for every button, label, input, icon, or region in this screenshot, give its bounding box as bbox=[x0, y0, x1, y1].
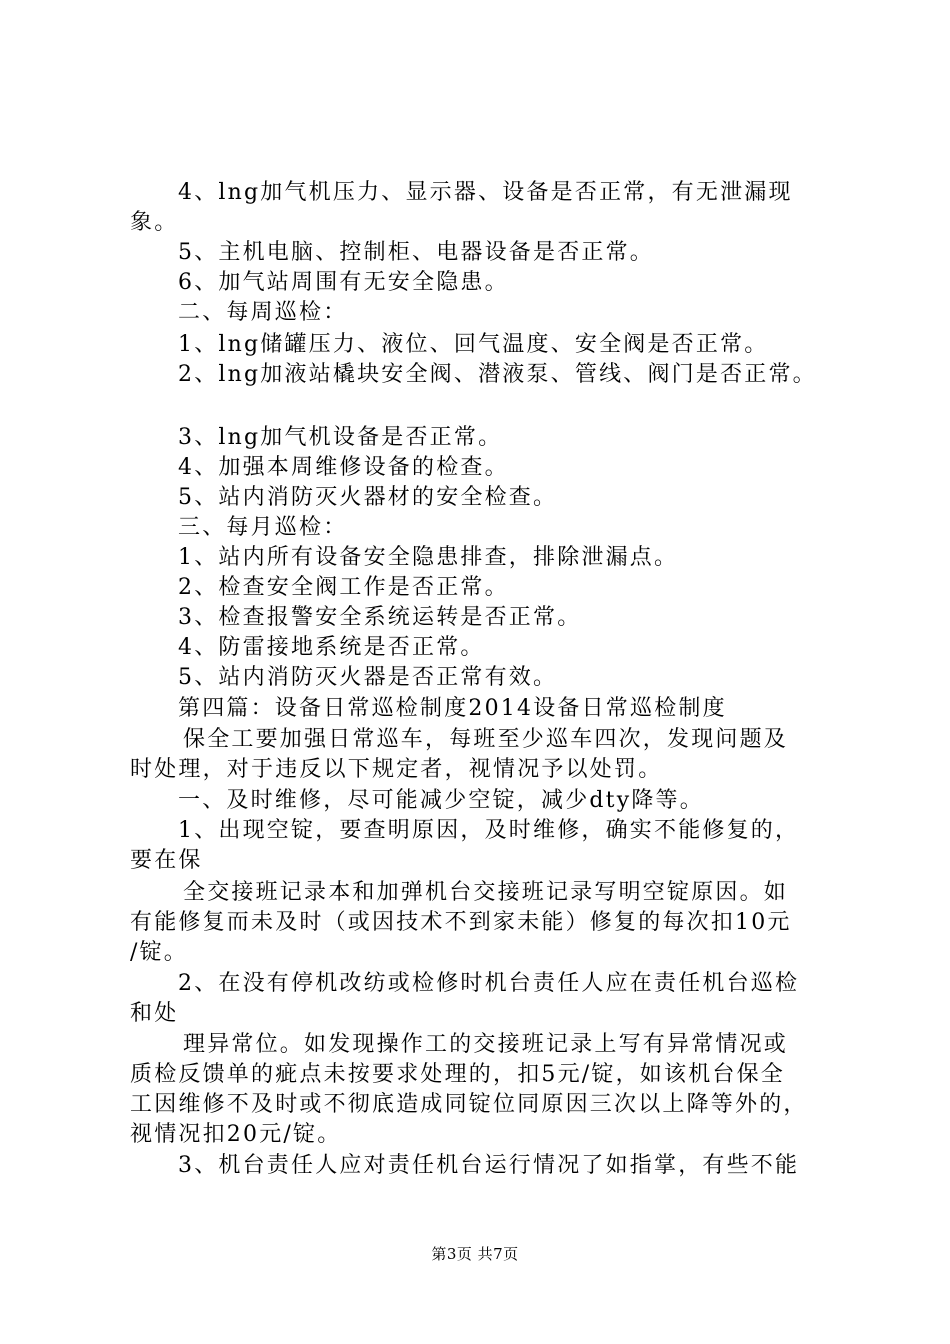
chapter-title: 第四篇：设备日常巡检制度2014设备日常巡检制度 bbox=[178, 696, 727, 721]
text-line: 2、检查安全阀工作是否正常。 bbox=[178, 575, 509, 600]
text-line: 1、出现空锭，要查明原因，及时维修，确实不能修复的， bbox=[178, 818, 800, 843]
text-line: 5、站内消防灭火器材的安全检查。 bbox=[178, 485, 558, 510]
text-line: 全交接班记录本和加弹机台交接班记录写明空锭原因。如 bbox=[183, 880, 789, 905]
section-heading: 三、每月巡检： bbox=[178, 515, 348, 540]
text-line: 要在保 bbox=[130, 848, 203, 873]
text-line: 3、lng加气机设备是否正常。 bbox=[178, 425, 503, 450]
text-line: 质检反馈单的疵点未按要求处理的，扣5元/锭，如该机台保全 bbox=[130, 1062, 786, 1087]
text-line: 有能修复而未及时（或因技术不到家未能）修复的每次扣10元 bbox=[130, 910, 792, 935]
text-line: 4、加强本周维修设备的检查。 bbox=[178, 455, 509, 480]
text-line: 2、在没有停机改纺或检修时机台责任人应在责任机台巡检 bbox=[178, 971, 800, 996]
text-line: 1、站内所有设备安全隐患排查，排除泄漏点。 bbox=[178, 545, 679, 570]
text-line: 视情况扣20元/锭。 bbox=[130, 1122, 342, 1147]
text-line: 4、lng加气机压力、显示器、设备是否正常，有无泄漏现 bbox=[178, 180, 793, 205]
text-line: 工因维修不及时或不彻底造成同锭位同原因三次以上降等外的， bbox=[130, 1092, 808, 1117]
text-line: 3、检查报警安全系统运转是否正常。 bbox=[178, 605, 582, 630]
text-line: 理异常位。如发现操作工的交接班记录上写有异常情况或 bbox=[183, 1032, 789, 1057]
text-line: 时处理，对于违反以下规定者，视情况予以处罚。 bbox=[130, 757, 663, 782]
text-line: 2、lng加液站橇块安全阀、潜液泵、管线、阀门是否正常。 bbox=[178, 362, 817, 387]
text-line: 保全工要加强日常巡车，每班至少巡车四次，发现问题及 bbox=[183, 727, 789, 752]
text-line: /锭。 bbox=[130, 940, 189, 965]
text-line: 和处 bbox=[130, 1001, 179, 1026]
text-line: 5、主机电脑、控制柜、电器设备是否正常。 bbox=[178, 240, 654, 265]
text-line: 6、加气站周围有无安全隐患。 bbox=[178, 270, 509, 295]
text-line: 象。 bbox=[130, 210, 179, 235]
section-heading: 一、及时维修，尽可能减少空锭，减少dty降等。 bbox=[178, 788, 704, 813]
text-line: 3、机台责任人应对责任机台运行情况了如指掌，有些不能 bbox=[178, 1153, 800, 1178]
section-heading: 二、每周巡检： bbox=[178, 300, 348, 325]
text-line: 1、lng储罐压力、液位、回气温度、安全阀是否正常。 bbox=[178, 332, 769, 357]
text-line: 5、站内消防灭火器是否正常有效。 bbox=[178, 665, 558, 690]
text-line: 4、防雷接地系统是否正常。 bbox=[178, 635, 485, 660]
page-footer: 第3页 共7页 bbox=[431, 1245, 519, 1263]
